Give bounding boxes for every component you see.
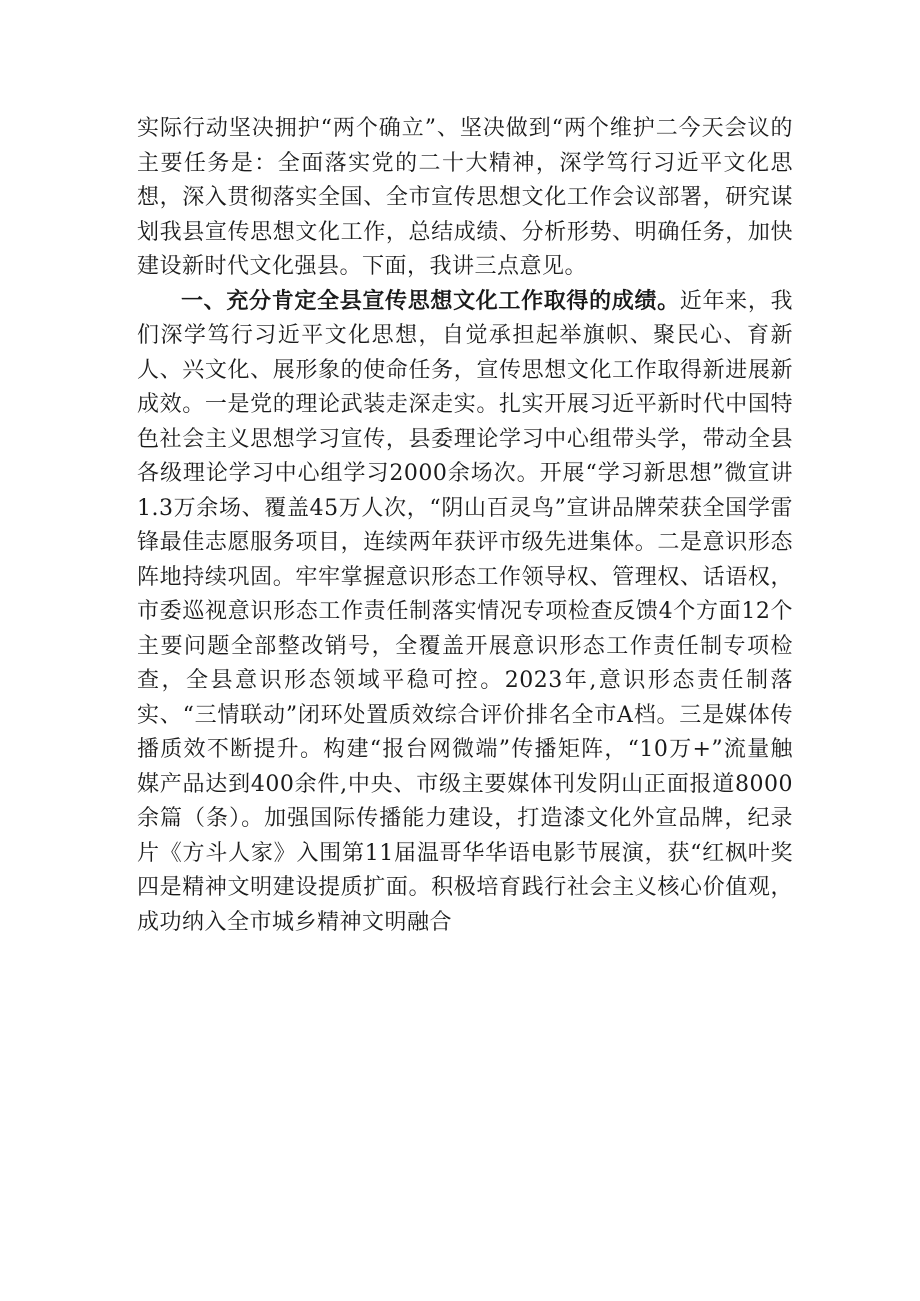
section-1-paragraph [137, 285, 793, 941]
section-1-heading: 一、充分肯定全县宣传思想文化工作取得的成绩。 [181, 288, 680, 314]
document-body [137, 112, 793, 940]
section-1-body: 近年来，我们深学笃行习近平文化思想，自觉承担起举旗帜、聚民心、育新人、兴文化、展形象的使命任务，宣传思想文化工作取得新进展新成效。一是党的理论武装走深走实。扎实开展习近平新时代中国特色社会主义思想学习宣传，县委理论学习中心组带头学，带动全县各级理论学习中心组学习2000余场次。开展“学习新思想”微宣讲1.3万余场、覆盖45万人次，“阴山百灵鸟”宣讲品牌荣获全国学雷锋最佳志愿服务项目，连续两年获评市级先进集体。二是意识形态阵地持续巩固。牢牢掌握意识形态工作领导权、管理权、话语权，市委巡视意识形态工作责任制落实情况专项检查反馈4个方面12个主要问题全部整改销号，全覆盖开展意识形态工作责任制专项检查，全县意识形态领域平稳可控。2023年,意识形态责任制落实、“三情联动”闭环处置质效综合评价排名全市A档。三是媒体传播质效不断提升。构建“报台网微端”传播矩阵，“10万+”流量触媒产品达到400余件,中央、市级主要媒体刊发阴山正面报道8000余篇（条）。加强国际传播能力建设，打造漆文化外宣品牌，纪录片《方斗人家》入围第11届温哥华华语电影节展演，获“红枫叶奖四是精神文明建设提质扩面。积极培育践行社会主义核心价值观，成功纳入全市城乡精神文明融合 [137, 288, 793, 935]
intro-paragraph: 实际行动坚决拥护“两个确立”、坚决做到“两个维护二今天会议的主要任务是：全面落实党的二十大精神，深学笃行习近平文化思想，深入贯彻落实全国、全市宣传思想文化工作会议部署，研究谋划我县宣传思想文化工作，总结成绩、分析形势、明确任务，加快建设新时代文化强县。下面，我讲三点意见。 [137, 116, 793, 279]
